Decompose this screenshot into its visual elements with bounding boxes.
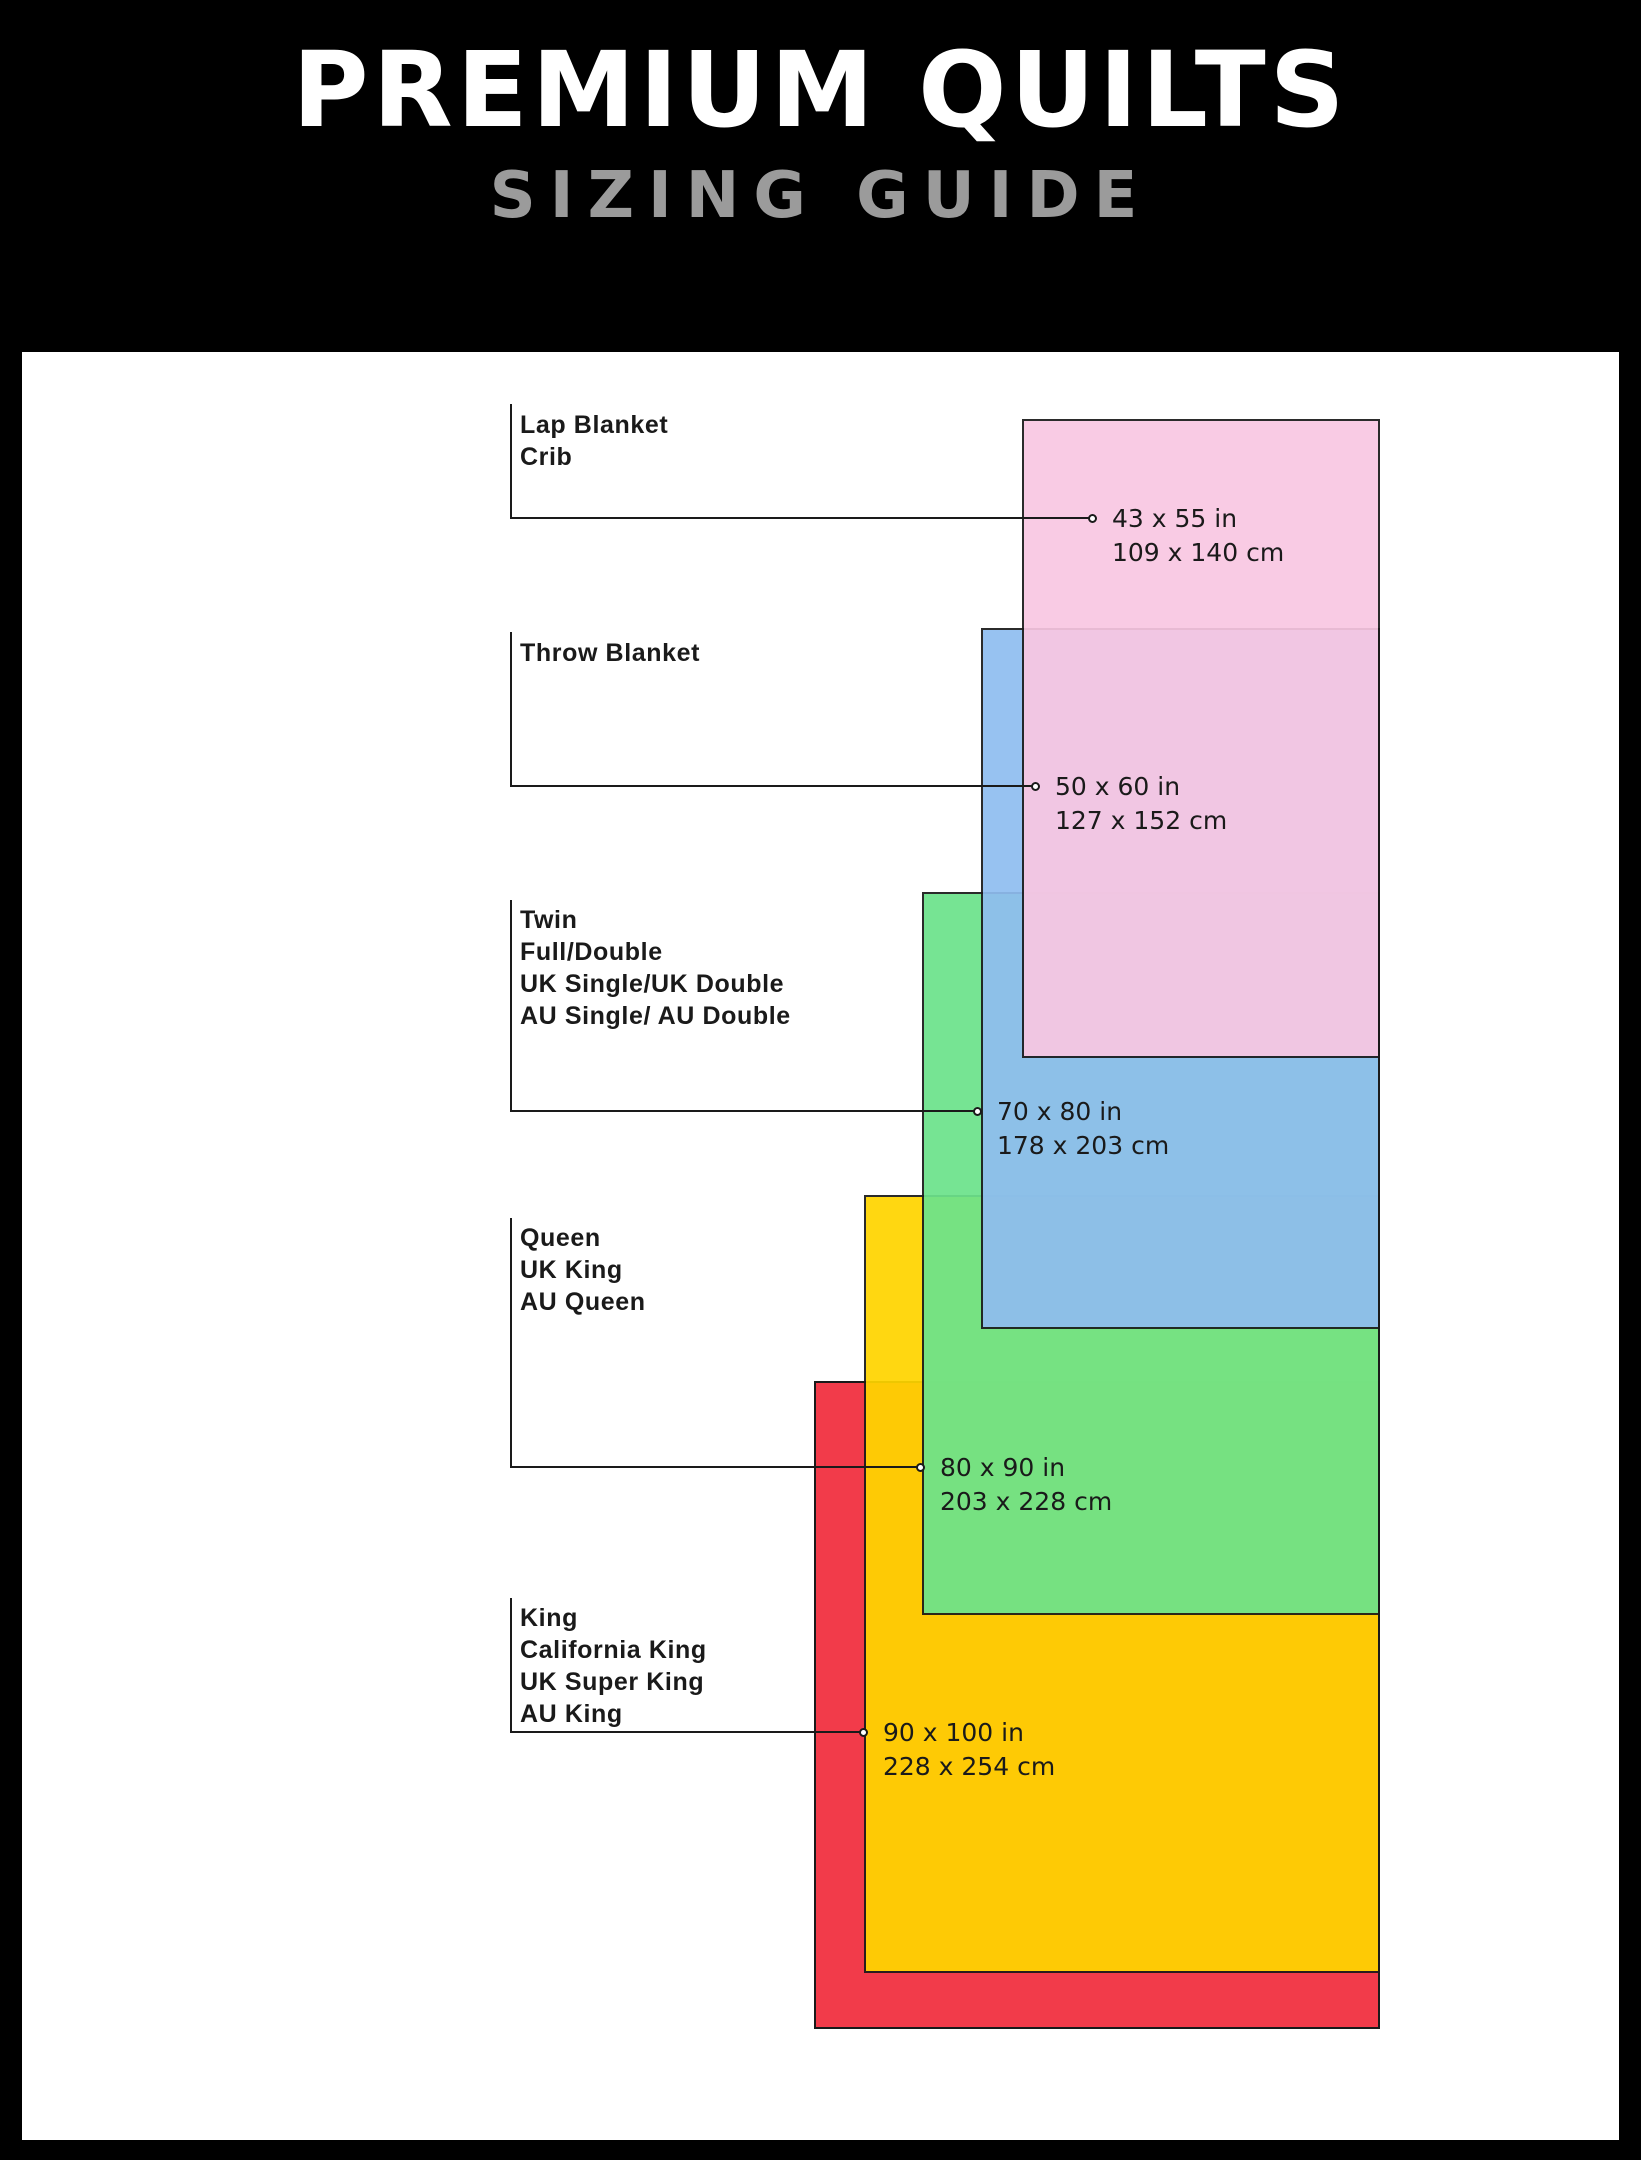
label-twin <box>520 904 791 1032</box>
label-king-line3: UK Super King <box>520 1668 705 1696</box>
label-twin-line3: UK Single/UK Double <box>520 970 785 998</box>
leader-horizontal-twin <box>510 1110 977 1112</box>
dimensions-lap-crib-inches: 43 x 55 in <box>1112 504 1238 533</box>
label-throw-line1: Throw Blanket <box>520 639 701 667</box>
leader-vertical-twin <box>510 900 512 1112</box>
dimensions-queen-cm: 203 x 228 cm <box>940 1486 1113 1516</box>
label-king-line1: King <box>520 1604 578 1632</box>
quilt-size-chart <box>22 352 1619 2140</box>
leader-vertical-lap-crib <box>510 404 512 519</box>
leader-horizontal-queen <box>510 1466 920 1468</box>
page-subtitle: SIZING GUIDE <box>489 159 1152 233</box>
label-queen-line3: AU Queen <box>520 1288 646 1316</box>
label-lap-crib-line1: Lap Blanket <box>520 411 669 439</box>
leader-horizontal-lap-crib <box>510 517 1092 519</box>
leader-vertical-queen <box>510 1218 512 1468</box>
dimensions-queen <box>940 1451 1112 1518</box>
label-lap-crib-line2: Crib <box>520 443 573 471</box>
dimensions-throw <box>1055 770 1227 837</box>
leader-dot-lap-crib <box>1088 514 1097 523</box>
page-title: PREMIUM QUILTS <box>292 29 1349 151</box>
dimensions-lap-crib <box>1112 502 1284 569</box>
label-queen <box>520 1222 646 1318</box>
leader-dot-throw <box>1031 782 1040 791</box>
label-twin-line1: Twin <box>520 906 578 934</box>
dimensions-queen-inches: 80 x 90 in <box>940 1453 1066 1482</box>
leader-horizontal-throw <box>510 785 1035 787</box>
dimensions-king-inches: 90 x 100 in <box>883 1718 1024 1747</box>
label-queen-line2: UK King <box>520 1256 623 1284</box>
label-king-line2: California King <box>520 1636 707 1664</box>
leader-horizontal-king <box>510 1731 863 1733</box>
dimensions-throw-cm: 127 x 152 cm <box>1055 805 1228 835</box>
label-throw <box>520 637 700 669</box>
label-king-line4: AU King <box>520 1700 623 1728</box>
leader-dot-twin <box>973 1107 982 1116</box>
dimensions-twin-inches: 70 x 80 in <box>997 1097 1123 1126</box>
dimensions-king-cm: 228 x 254 cm <box>883 1751 1056 1781</box>
dimensions-king <box>883 1716 1055 1783</box>
leader-vertical-king <box>510 1598 512 1733</box>
leader-dot-queen <box>916 1463 925 1472</box>
dimensions-twin <box>997 1095 1169 1162</box>
leader-dot-king <box>859 1728 868 1737</box>
label-king <box>520 1602 707 1730</box>
dimensions-twin-cm: 178 x 203 cm <box>997 1130 1170 1160</box>
dimensions-throw-inches: 50 x 60 in <box>1055 772 1181 801</box>
dimensions-lap-crib-cm: 109 x 140 cm <box>1112 537 1285 567</box>
label-twin-line4: AU Single/ AU Double <box>520 1002 791 1030</box>
chart-card <box>22 352 1619 2140</box>
label-lap-crib <box>520 409 668 473</box>
header-banner <box>0 0 1641 330</box>
label-twin-line2: Full/Double <box>520 938 663 966</box>
label-queen-line1: Queen <box>520 1224 601 1252</box>
leader-vertical-throw <box>510 632 512 787</box>
